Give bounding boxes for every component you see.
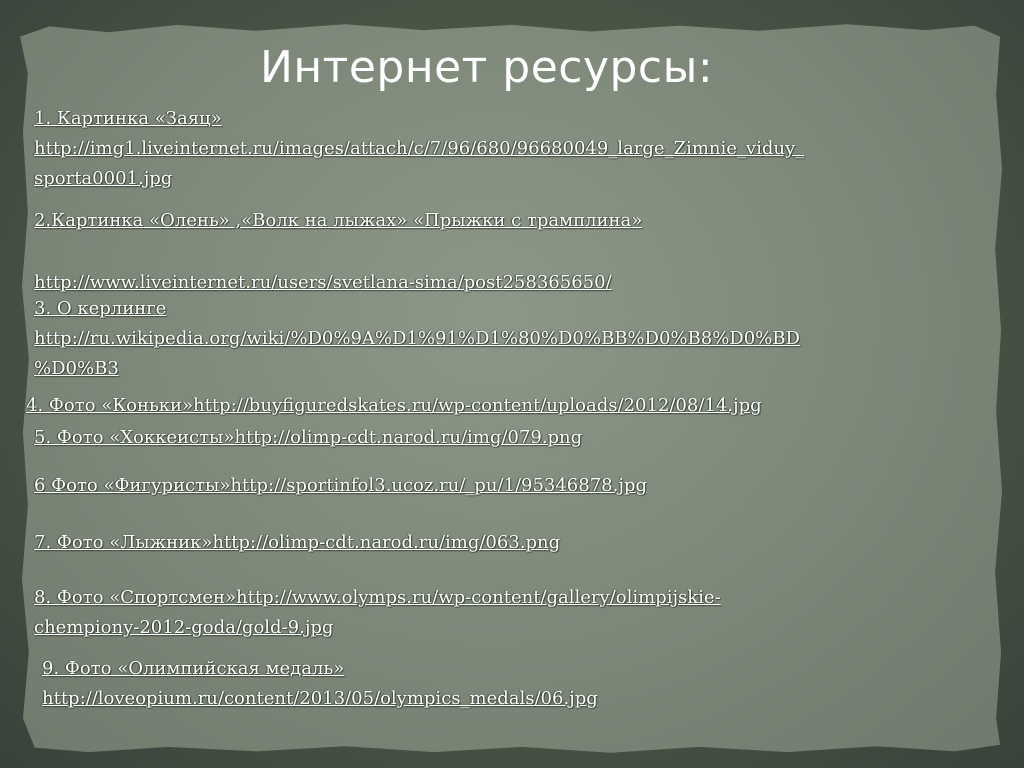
- source-1-url-continued[interactable]: sporta0001.jpg: [34, 168, 173, 189]
- source-6-link[interactable]: 6 Фото «Фигуристы»http://sportinfol3.ucoz.ru/_pu/1/95346878.jpg: [34, 475, 647, 496]
- source-8-link-continued[interactable]: chempiony-2012-goda/gold-9.jpg: [34, 617, 334, 638]
- source-8-link[interactable]: 8. Фото «Спортсмен»http://www.olymps.ru/wp-content/gallery/olimpijskie-: [34, 587, 721, 608]
- source-3-url-continued[interactable]: %D0%B3: [34, 358, 119, 379]
- source-9-caption[interactable]: 9. Фото «Олимпийская медаль»: [42, 658, 345, 679]
- source-1-caption[interactable]: 1. Картинка «Заяц»: [34, 108, 222, 129]
- source-3-url[interactable]: http://ru.wikipedia.org/wiki/%D0%9A%D1%91%D1%80%D0%BB%D0%B8%D0%BD: [34, 328, 800, 349]
- source-1-url[interactable]: http://img1.liveinternet.ru/images/attach/c/7/96/680/96680049_large_Zimnie_viduy_: [34, 138, 805, 159]
- source-4-link[interactable]: 4. Фото «Коньки»http://buyfiguredskates.ru/wp-content/uploads/2012/08/14.jpg: [26, 395, 762, 416]
- source-3-caption[interactable]: 3. О керлинге: [34, 298, 167, 319]
- slide-title: Интернет ресурсы:: [260, 42, 714, 93]
- source-5-link[interactable]: 5. Фото «Хоккеисты»http://olimp-cdt.narod.ru/img/079.png: [34, 427, 583, 448]
- source-2-url[interactable]: http://www.liveinternet.ru/users/svetlana-sima/post258365650/: [34, 272, 612, 293]
- source-7-link[interactable]: 7. Фото «Лыжник»http://olimp-cdt.narod.ru/img/063.png: [34, 532, 561, 553]
- source-2-caption[interactable]: 2.Картинка «Олень» ,«Волк на лыжах» «Прыжки с трамплина»: [34, 210, 643, 231]
- source-9-url[interactable]: http://loveopium.ru/content/2013/05/olympics_medals/06.jpg: [42, 688, 598, 709]
